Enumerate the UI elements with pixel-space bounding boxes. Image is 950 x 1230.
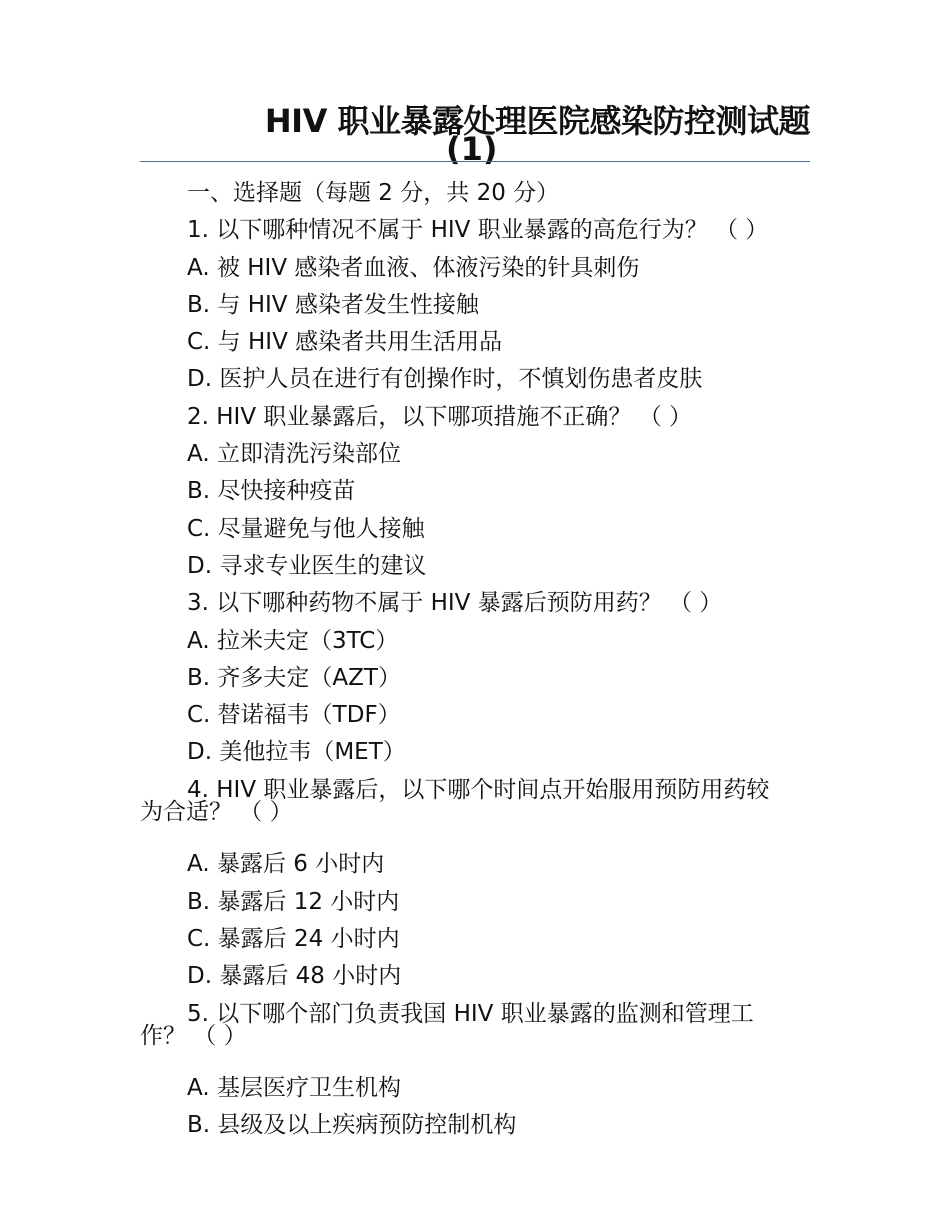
- question-1-option-b: B. 与 HIV 感染者发生性接触: [187, 291, 479, 318]
- question-2-option-c: C. 尽量避免与他人接触: [187, 515, 425, 542]
- question-4-option-c: C. 暴露后 24 小时内: [187, 925, 400, 952]
- title-underline: [140, 161, 810, 162]
- question-4-option-a: A. 暴露后 6 小时内: [187, 851, 385, 878]
- question-5-stem-line2: 作？ （ ）: [140, 1022, 247, 1049]
- question-3-option-c: C. 替诺福韦（TDF）: [187, 702, 401, 729]
- document-title: HIV 职业暴露处理医院感染防控测试题: [264, 102, 810, 140]
- document-body: [0, 175, 950, 1145]
- question-2-option-d: D. 寻求专业医生的建议: [187, 552, 427, 579]
- question-4-option-d: D. 暴露后 48 小时内: [187, 963, 402, 990]
- question-5-option-a: A. 基层医疗卫生机构: [187, 1075, 401, 1102]
- question-5-stem: [0, 996, 950, 1049]
- question-3-option-b: B. 齐多夫定（AZT）: [187, 664, 401, 691]
- question-4-stem-line1: 4. HIV 职业暴露后，以下哪个时间点开始服用预防用药较: [187, 776, 770, 803]
- question-3-stem: 3. 以下哪种药物不属于 HIV 暴露后预防用药？ （ ）: [187, 590, 723, 617]
- question-1-option-a: A. 被 HIV 感染者血液、体液污染的针具刺伤: [187, 254, 640, 281]
- question-2-stem: 2. HIV 职业暴露后，以下哪项措施不正确？ （ ）: [187, 403, 693, 430]
- question-2-option-b: B. 尽快接种疫苗: [187, 478, 356, 505]
- question-3-option-a: A. 拉米夫定（3TC）: [187, 627, 399, 654]
- question-2-option-a: A. 立即清洗污染部位: [187, 441, 401, 468]
- question-4-stem: [0, 772, 950, 825]
- question-5-stem-line1: 5. 以下哪个部门负责我国 HIV 职业暴露的监测和管理工: [187, 1000, 754, 1027]
- question-3-option-d: D. 美他拉韦（MET）: [187, 739, 406, 766]
- question-4-stem-line2: 为合适？ （ ）: [140, 798, 293, 825]
- question-4-option-b: B. 暴露后 12 小时内: [187, 888, 400, 915]
- question-1-option-d: D. 医护人员在进行有创操作时，不慎划伤患者皮肤: [187, 366, 703, 393]
- question-1-stem: 1. 以下哪种情况不属于 HIV 职业暴露的高危行为？ （ ）: [187, 217, 769, 244]
- question-5-option-b: B. 县级及以上疾病预防控制机构: [187, 1112, 517, 1139]
- document-title-suffix: (1): [446, 130, 498, 168]
- question-1-option-c: C. 与 HIV 感染者共用生活用品: [187, 329, 503, 356]
- section-heading: 一、选择题（每题 2 分，共 20 分）: [187, 180, 560, 206]
